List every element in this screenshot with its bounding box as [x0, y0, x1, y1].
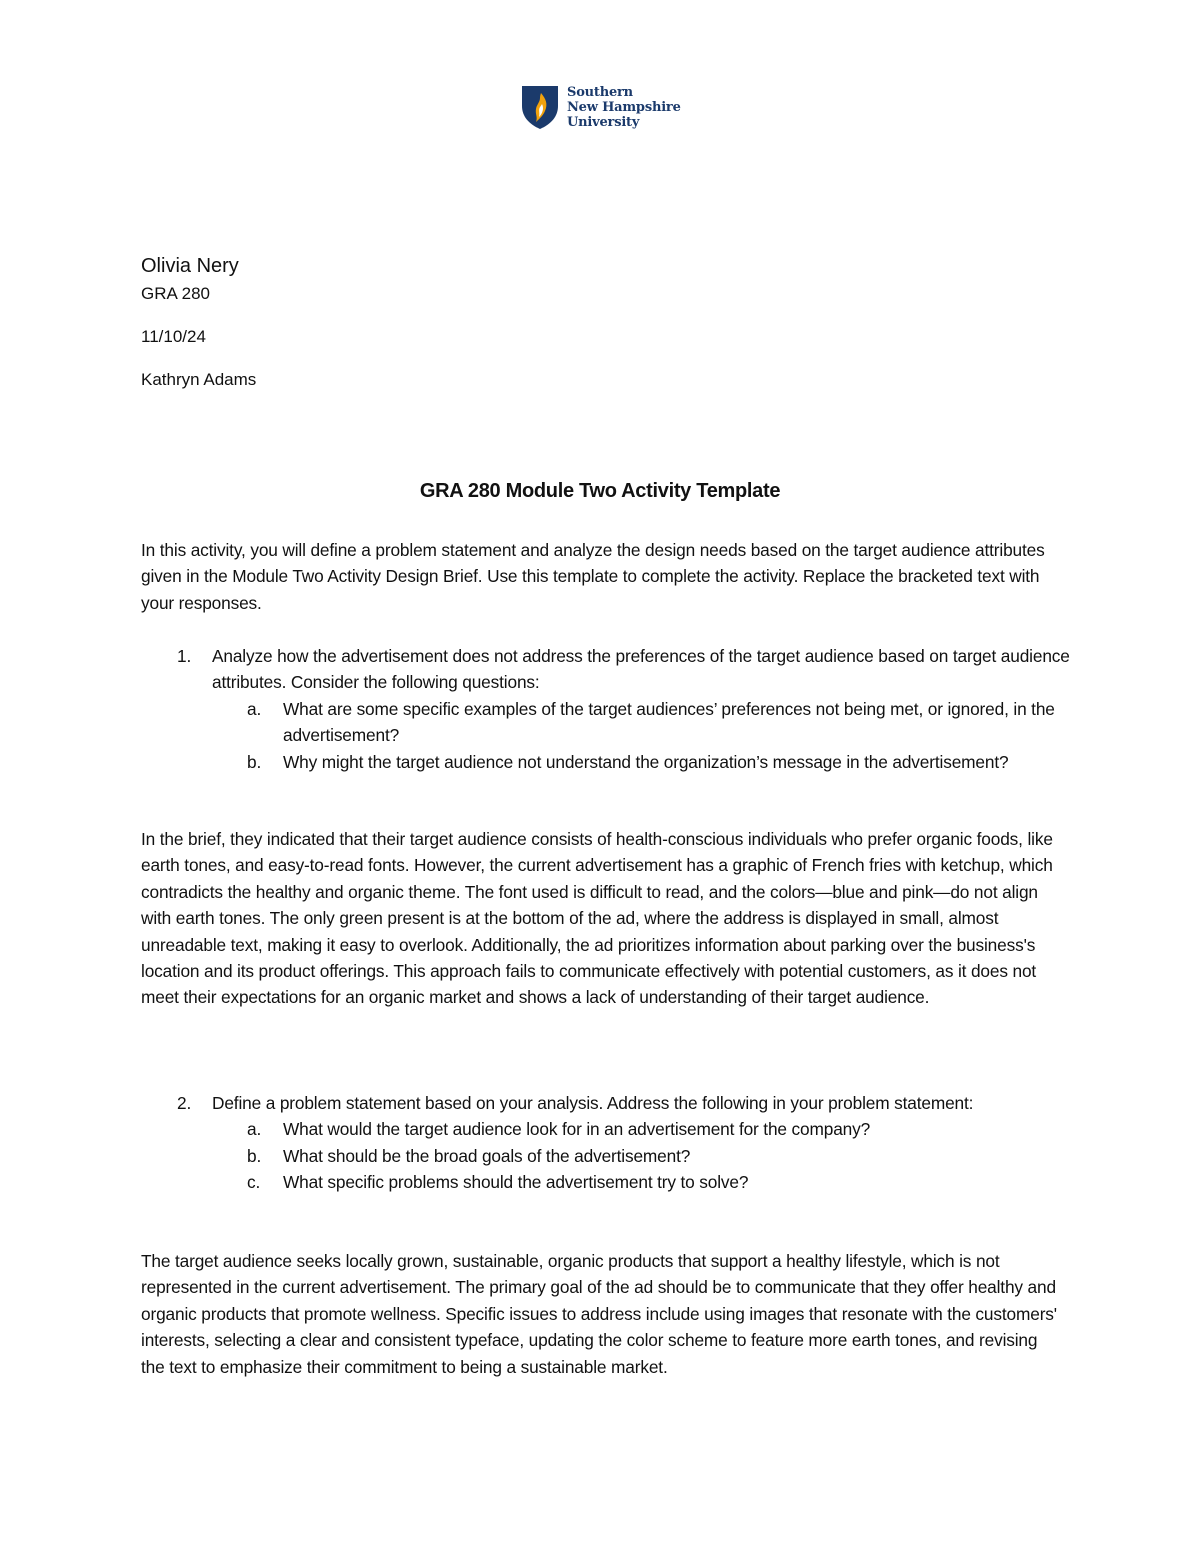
- logo-line-3: University: [567, 115, 640, 130]
- intro-paragraph: In this activity, you will define a problem statement and analyze the design needs based on the target audience attributes given in the Module Two Activity Design Brief. Use this template to complete the activity. Replace the bracketed text with your responses.: [141, 540, 1045, 613]
- question-1-text: Analyze how the advertisement does not address the preferences of the target audience based on target audience attributes. Consider the following questions:: [212, 646, 1070, 693]
- instructor-name: Kathryn Adams: [141, 370, 257, 389]
- document-title: GRA 280 Module Two Activity Template: [419, 480, 781, 502]
- sub-letter: a.: [247, 698, 262, 719]
- logo-line-1: Southern: [567, 85, 633, 100]
- sub-text: What should be the broad goals of the advertisement?: [283, 1145, 691, 1166]
- logo-line-2: New Hampshire: [567, 100, 681, 115]
- question-2-number: 2.: [177, 1093, 192, 1113]
- sub-text: What would the target audience look for in an advertisement for the company?: [283, 1119, 871, 1140]
- sub-text: What specific problems should the advertisement try to solve?: [283, 1172, 749, 1193]
- sub-text: What are some specific examples of the target audiences’ preferences not being met, or ignored, in the advertisement?: [283, 698, 1055, 746]
- question-1: [141, 643, 1071, 775]
- university-logo: [521, 84, 681, 130]
- question-2: [141, 1090, 1071, 1196]
- logo-wordmark: [567, 85, 681, 130]
- course-code: GRA 280: [141, 284, 210, 303]
- document-header: [141, 254, 257, 389]
- answer-2-paragraph: The target audience seeks locally grown, sustainable, organic products that support a healthy lifestyle, which is not represented in the current advertisement. The primary goal of the ad should be to communicate that they offer healthy and organic products that promote wellness. Specific issues to address include using images that resonate with the customers' interests, selecting a clear and consistent typeface, updating the color scheme to feature more earth tones, and revising the text to emphasize their commitment to being a sustainable market.: [141, 1251, 1057, 1377]
- answer-1-paragraph: In the brief, they indicated that their target audience consists of health-conscious individuals who prefer organic foods, like earth tones, and easy-to-read fonts. However, the current advertisement has a graphic of French fries with ketchup, which contradicts the healthy and organic theme. The font used is difficult to read, and the colors—blue and pink—do not align with earth tones. The only green present is at the bottom of the ad, where the address is displayed in small, almost unreadable text, making it easy to overlook. Additionally, the ad prioritizes information about parking over the business's location and its product offerings. This approach fails to communicate effectively with potential customers, as it does not meet their expectations for an organic market and shows a lack of understanding of their target audience.: [141, 829, 1053, 1008]
- author-name: Olivia Nery: [141, 255, 239, 277]
- question-2-text: Define a problem statement based on your analysis. Address the following in your problem statement:: [212, 1093, 974, 1113]
- question-1-number: 1.: [177, 646, 192, 666]
- question-1-sub-a: [141, 696, 1071, 749]
- sub-letter: b.: [247, 751, 262, 772]
- sub-letter: c.: [247, 1172, 261, 1193]
- question-2-item: [141, 1090, 1071, 1116]
- document-date: 11/10/24: [141, 327, 206, 346]
- question-2-sub-b: [141, 1143, 1071, 1169]
- shield-flame-icon: [521, 84, 559, 130]
- question-1-sub-b: [141, 749, 1071, 775]
- question-1-item: [141, 643, 1071, 696]
- sub-letter: a.: [247, 1119, 262, 1140]
- sub-letter: b.: [247, 1145, 262, 1166]
- question-2-sub-c: [141, 1169, 1071, 1195]
- sub-text: Why might the target audience not understand the organization’s message in the advertisement?: [283, 751, 1009, 772]
- question-2-sub-a: [141, 1116, 1071, 1142]
